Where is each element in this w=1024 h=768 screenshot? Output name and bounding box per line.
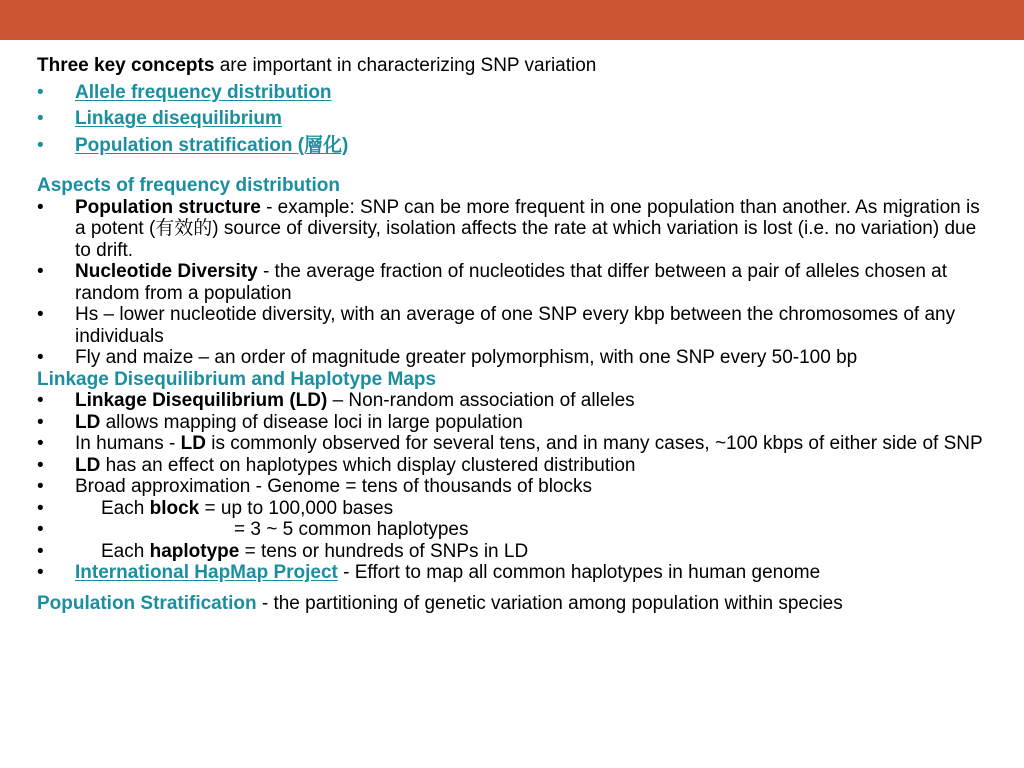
intro-text: are important in characterizing SNP variation xyxy=(214,55,597,76)
ld-item-pre: Each xyxy=(101,497,150,519)
stratification-line xyxy=(37,593,987,615)
aspects-item-text: - the average fraction of nucleotides that differ between a pair of alleles chosen at random from a population xyxy=(75,261,948,304)
ld-item-bold: Linkage Disequilibrium (LD) xyxy=(75,390,328,411)
linkage-disequilibrium-link[interactable]: Linkage disequilibrium xyxy=(75,108,282,129)
ld-item-text: = up to 100,000 bases xyxy=(199,497,394,519)
ld-heading: Linkage Disequilibrium and Haplotype Maps xyxy=(37,368,437,390)
ld-item-pre: Each xyxy=(101,540,150,562)
aspects-item-text: Fly and maize – an order of magnitude greater polymorphism, with one SNP every 50-100 bp xyxy=(75,347,858,368)
ld-item-text: has an effect on haplotypes which display clustered distribution xyxy=(100,454,636,476)
ld-item-bold: haplotype xyxy=(149,540,240,562)
ld-item xyxy=(37,390,987,412)
allele-frequency-link[interactable]: Allele frequency distribution xyxy=(75,81,332,103)
ld-item-text: = 3 ~ 5 common haplotypes xyxy=(234,519,469,540)
ld-item xyxy=(37,433,987,455)
concept-item-stratification xyxy=(37,135,987,157)
aspects-item xyxy=(37,304,987,347)
concept-item-allele xyxy=(37,82,987,104)
slide-content xyxy=(37,55,987,614)
aspects-item-text: Hs – lower nucleotide diversity, with an average of one SNP every kbp between the chromosomes of any individuals xyxy=(75,304,956,347)
aspects-item-bold: Nucleotide Diversity xyxy=(75,261,258,282)
ld-item-text: = tens or hundreds of SNPs in LD xyxy=(239,540,529,562)
ld-item-text: – Non-random association of alleles xyxy=(327,390,635,411)
ld-item-bold: LD xyxy=(75,411,101,433)
stratification-heading: Population Stratification xyxy=(37,592,257,614)
aspects-item-bold: Population structure xyxy=(75,196,261,218)
ld-item xyxy=(37,541,987,563)
ld-item-bold: LD xyxy=(180,433,206,454)
slide-header-band xyxy=(0,0,1024,40)
ld-item-text: Broad approximation - Genome = tens of thousands of blocks xyxy=(75,476,592,497)
ld-item xyxy=(37,519,987,541)
ld-item-pre: In humans - xyxy=(75,433,181,454)
population-stratification-link[interactable]: Population stratification (層化) xyxy=(75,134,349,156)
hapmap-project-link[interactable]: International HapMap Project xyxy=(75,562,338,583)
ld-item-bold: LD xyxy=(75,454,101,476)
ld-item xyxy=(37,562,987,584)
ld-item xyxy=(37,455,987,477)
intro-bold: Three key concepts xyxy=(37,55,215,76)
ld-item xyxy=(37,498,987,520)
ld-item xyxy=(37,412,987,434)
ld-item-text: is commonly observed for several tens, and in many cases, ~100 kbps of either side of SNP xyxy=(205,433,983,454)
aspects-item-text: - example: SNP can be more frequent in one population than another. As migration is a potent (有效的) source of diversity, isolation affects the rate at which variation is lost (i.e. no variation) due to drift. xyxy=(75,196,980,261)
stratification-text: - the partitioning of genetic variation among population within species xyxy=(256,592,843,614)
aspects-heading: Aspects of frequency distribution xyxy=(37,175,340,196)
aspects-item xyxy=(37,261,987,304)
aspects-item xyxy=(37,347,987,369)
ld-item-text: - Effort to map all common haplotypes in human genome xyxy=(337,562,821,583)
aspects-item xyxy=(37,197,987,262)
concept-item-ld xyxy=(37,108,987,130)
ld-item xyxy=(37,476,987,498)
ld-item-bold: block xyxy=(149,497,200,519)
intro-line xyxy=(37,55,987,77)
ld-item-text: allows mapping of disease loci in large population xyxy=(100,411,523,433)
